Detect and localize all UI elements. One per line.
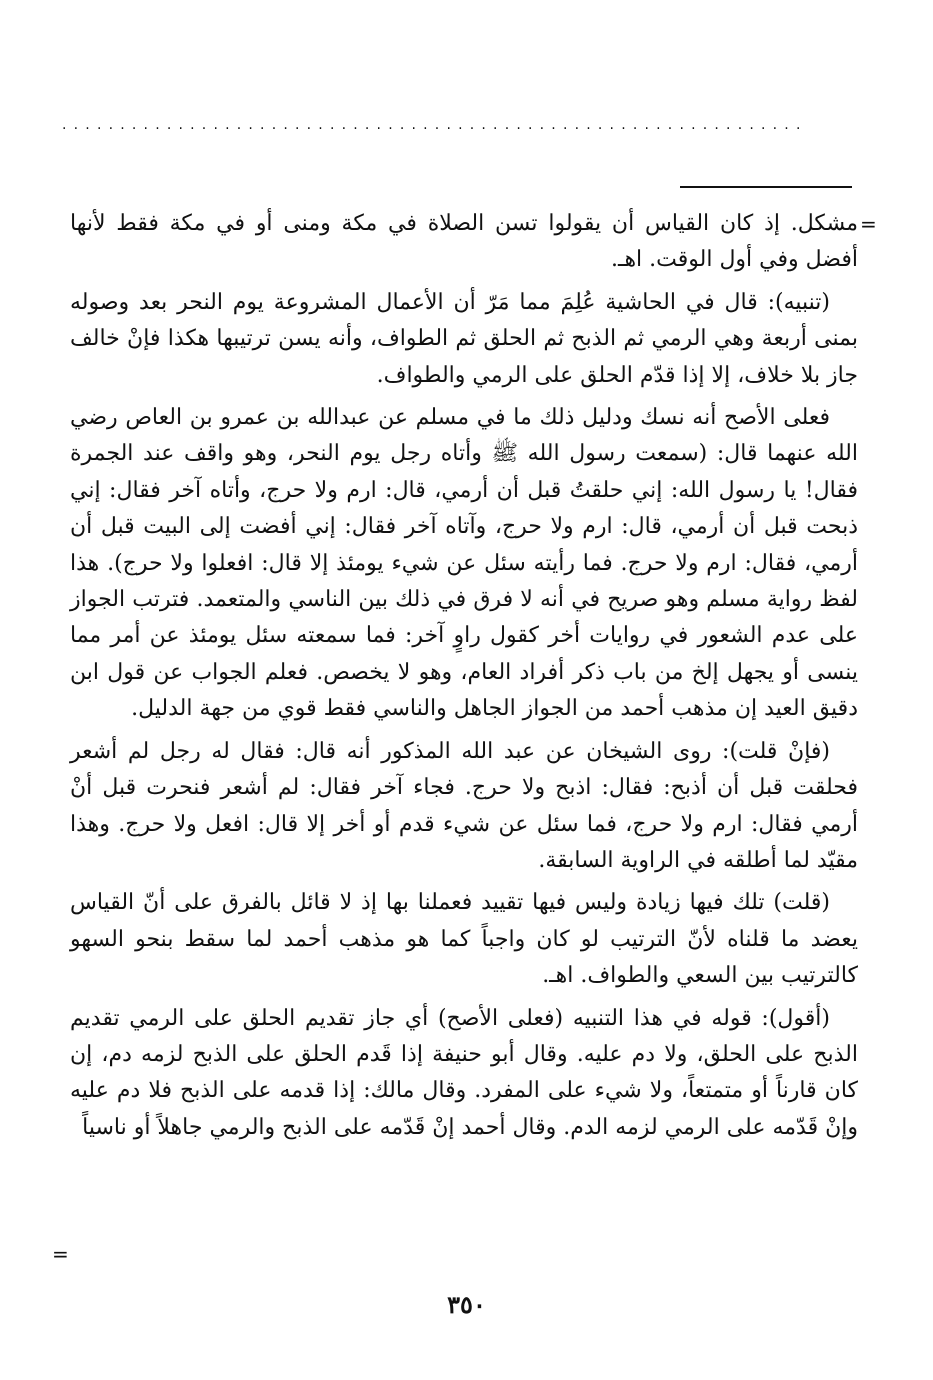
paragraph-reply: (قلت) تلك فيها زيادة وليس فيها تقييد فعملنا بها إذ لا قائل بالفرق على أنّ القياس يعضد ما قلناه لأنّ الترتيب لو كان واجباً كما هو مذهب أحمد لما سقط بنحو السهو كالترتيب بين السعي والطواف. اهـ. <box>70 890 858 989</box>
header-dotted-rule: ................................................................ <box>62 118 808 132</box>
footnote-separator-line <box>680 186 852 188</box>
paragraph-hadith-evidence: فعلى الأصح أنه نسك ودليل ذلك ما في مسلم عن عبدالله بن عمرو بن العاص رضي الله عنهما قال: (سمعت رسول الله ﷺ وأتاه رجل يوم النحر، وهو واقف عند الجمرة فقال! يا رسول الله: إني حلقتُ قبل أن أرمي، قال: ارم ولا حرج، وأتاه آخر فقال: إني ذبحت قبل أن أرمي، قال: ارم ولا حرج، وآتاه آخر فقال: إني أفضت إلى البيت قبل أن أرمي، فقال: ارم ولا حرج. فما رأيته سئل عن شيء يومئذ إلا قال: افعلوا ولا حرج). هذا لفظ رواية مسلم وهو صريح في أنه لا فرق في ذلك بين الناسي والمتعمد. فترتب الجواز على عدم الشعور في روايات أخر كقول راوٍ آخر: فما سمعته سئل يومئذ عن أمر مما ينسى أو يجهل إلخ من باب ذكر أفراد العام، وهو لا يخصص. فعلم الجواب عن قول ابن دقيق العيد إن مذهب أحمد من الجواز الجاهل والناسي فقط قوي من جهة الدليل. <box>70 405 858 722</box>
paragraph-objection: (فإنْ قلت): روى الشيخان عن عبد الله المذكور أنه قال: فقال له رجل لم أشعر فحلقت قبل أن أذبح: فقال: اذبح ولا حرج. فجاء آخر فقال: لم أشعر فنحرت قبل أنْ أرمي فقال: ارم ولا حرج، فما سئل عن شيء قدم أو أخر إلا قال: افعل ولا حرج. وهذا مقيّد لما أطلقه في الراوية السابقة. <box>70 738 859 873</box>
paragraph-aqul: (أقول): قوله في هذا التنبيه (فعلى الأصح) أي جاز تقديم الحلق على الرمي تقديم الذبح على الحلق، ولا دم عليه. وقال أبو حنيفة إذا قَدم الحلق على الذبح لزمه دم، إن كان قارناً أو متمتعاً، ولا شيء على المفرد. وقال مالك: إذا قدمه على الذبح فلا دم عليه وإنْ قَدّمه على الرمي لزمه الدم. وقال أحمد إنْ قَدّمه على الذبح والرمي جاهلاً أو ناسياً <box>70 1005 858 1140</box>
footnote-text-block <box>70 206 858 1152</box>
paragraph-tanbih: (تنبيه): قال في الحاشية عُلِمَ مما مَرّ أن الأعمال المشروعة يوم النحر بعد وصوله بمنى أربعة وهي الرمي ثم الذبح ثم الحلق ثم الطواف، وأنه يسن ترتيبها هكذا فإنْ خالف جاز بلا خلاف، إلا إذا قدّم الحلق على الرمي والطواف. <box>70 289 858 388</box>
page-number: ٣٥٠ <box>447 1290 486 1319</box>
continuation-mark-end: = <box>52 1242 69 1266</box>
continuation-mark-start: = <box>860 212 877 236</box>
paragraph-continuation: مشكل. إذ كان القياس أن يقولوا تسن الصلاة في مكة ومنى أو في مكة فقط لأنها أفضل وفي أول الوقت. اهـ. <box>70 211 858 273</box>
